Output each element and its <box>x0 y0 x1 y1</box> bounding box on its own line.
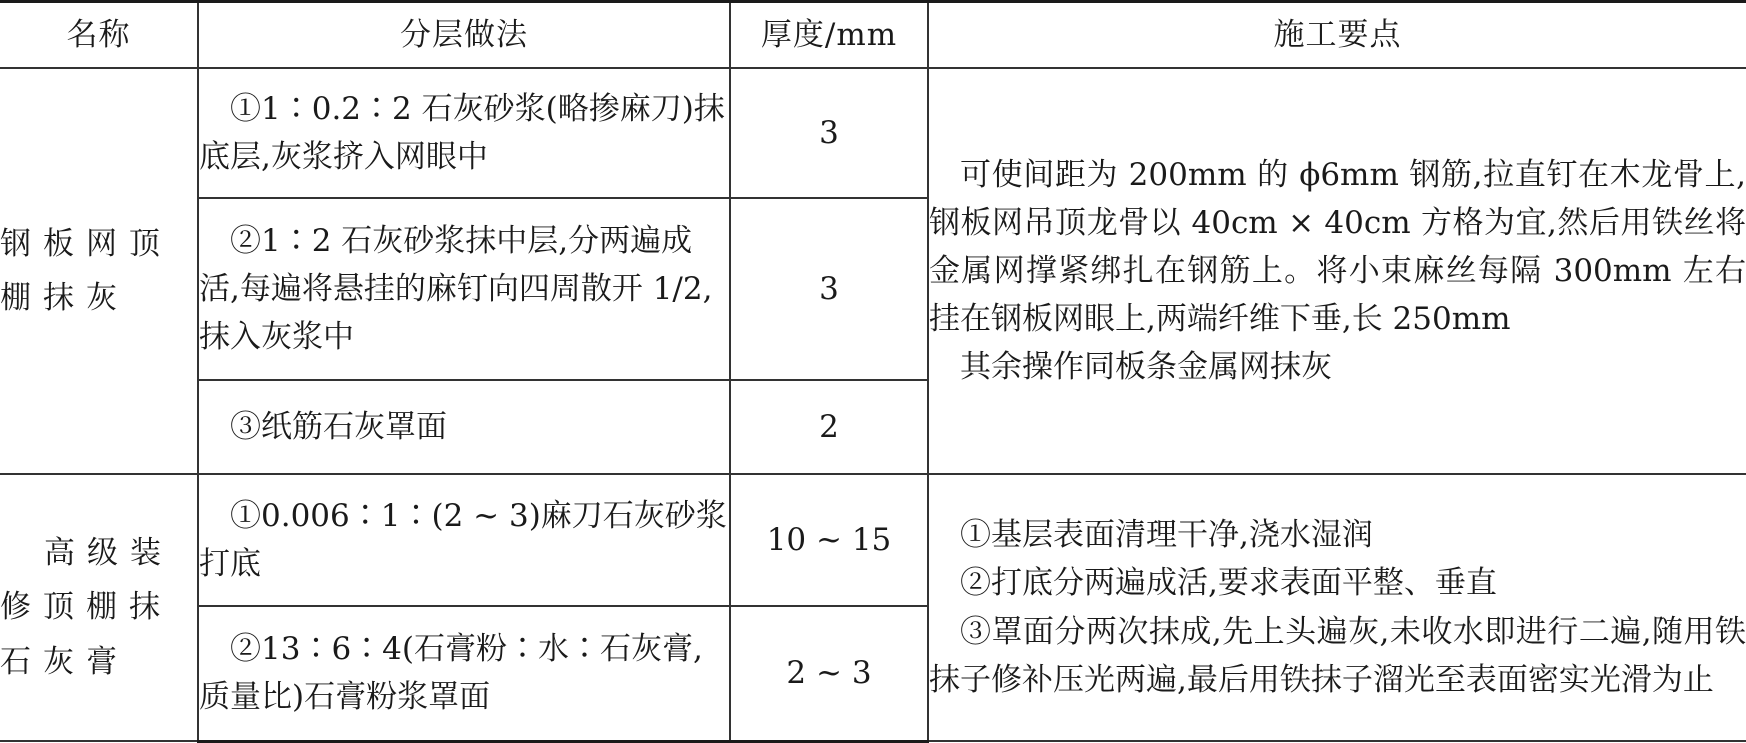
key-point: 其余操作同板条金属网抹灰 <box>960 349 1332 386</box>
group-name: 钢板网顶棚抹灰 <box>0 68 198 474</box>
layer-method: ①1∶0.2∶2 石灰砂浆(略掺麻刀)抹底层,灰浆挤入网眼中 <box>198 68 730 198</box>
key-points-cell <box>928 68 1746 474</box>
key-point: 可使间距为 200mm 的 ϕ6mm 钢筋,拉直钉在木龙骨上,钢板网吊顶龙骨以 40cm × 40cm 方格为宜,然后用铁丝将金属网撑紧绑扎在钢筋上。将小束麻丝每隔 300mm 左右挂在钢板网眼上,两端纤维下垂,长 250mm <box>929 156 1746 338</box>
layer-thickness: 3 <box>730 198 928 380</box>
header-name: 名称 <box>0 2 198 69</box>
header-row <box>0 2 1746 69</box>
table-row <box>0 68 1746 198</box>
layer-method: ①0.006∶1∶(2 ~ 3)麻刀石灰砂浆打底 <box>198 474 730 606</box>
table-row <box>0 474 1746 606</box>
group-name: 高级装修顶棚抹石灰膏 <box>0 474 198 741</box>
layer-thickness: 10 ~ 15 <box>730 474 928 606</box>
key-point: ③罩面分两次抹成,先上头遍灰,未收水即进行二遍,随用铁抹子修补压光两遍,最后用铁抹子溜光至表面密实光滑为止 <box>929 613 1746 698</box>
key-points-cell <box>928 474 1746 741</box>
layer-thickness: 3 <box>730 68 928 198</box>
layer-thickness: 2 ~ 3 <box>730 606 928 741</box>
layer-method: ②1∶2 石灰砂浆抹中层,分两遍成活,每遍将悬挂的麻钉向四周散开 1/2,抹入灰浆中 <box>198 198 730 380</box>
key-point: ①基层表面清理干净,浇水湿润 <box>960 517 1373 554</box>
header-key-points: 施工要点 <box>928 2 1746 69</box>
header-method: 分层做法 <box>198 2 730 69</box>
layer-method: ②13∶6∶4(石膏粉∶水∶石灰膏,质量比)石膏粉浆罩面 <box>198 606 730 741</box>
layer-thickness: 2 <box>730 380 928 474</box>
layer-method: ③纸筋石灰罩面 <box>198 380 730 474</box>
header-thickness: 厚度/mm <box>730 2 928 69</box>
key-point: ②打底分两遍成活,要求表面平整、垂直 <box>960 565 1497 602</box>
